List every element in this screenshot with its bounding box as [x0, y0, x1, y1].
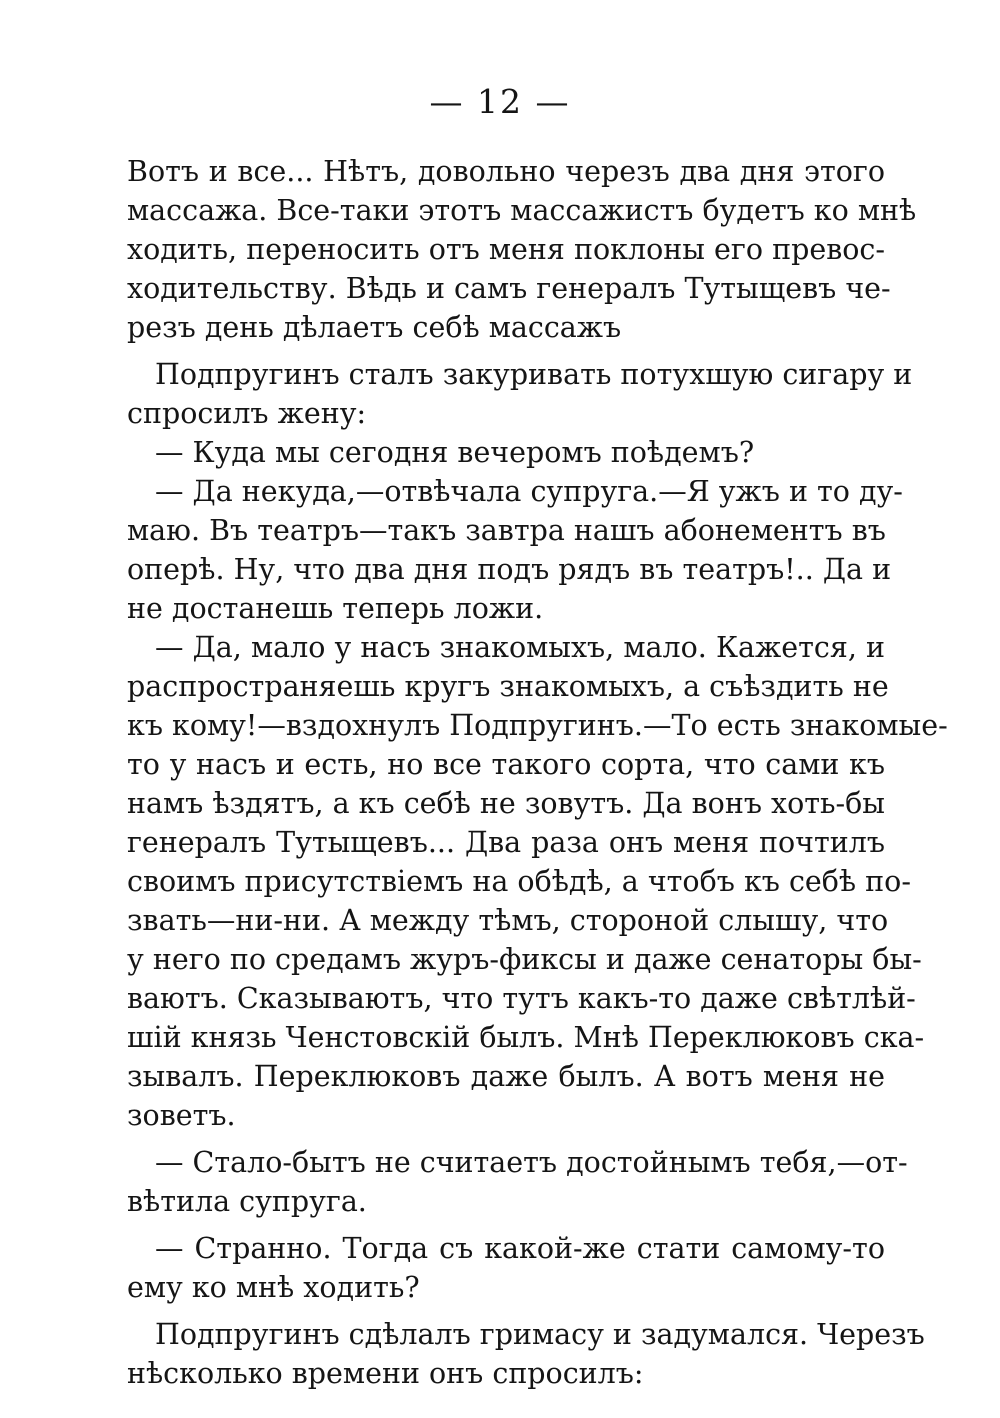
text-line: не достанешь теперь ложи. — [127, 592, 544, 625]
text-line: у него по средамъ журъ-фиксы и даже сенаторы бы- — [127, 943, 922, 976]
text-line: то у насъ и есть, но все такого сорта, что сами къ — [127, 748, 885, 781]
text-line: ваютъ. Сказываютъ, что тутъ какъ-то даже свѣтлѣй- — [127, 982, 916, 1015]
text-line: Подпругинъ сдѣлалъ гримасу и задумался. Черезъ — [155, 1318, 925, 1351]
text-line: спросилъ жену: — [127, 397, 367, 430]
text-line: къ кому!—вздохнулъ Подпругинъ.—То есть знакомые- — [127, 709, 948, 742]
text-line: оперѣ. Ну, что два дня подъ рядъ въ театръ!.. Да и — [127, 553, 892, 586]
text-line: нѣсколько времени онъ спросилъ: — [127, 1357, 644, 1390]
text-line: вѣтила супруга. — [127, 1185, 367, 1218]
text-line: — Да некуда,—отвѣчала супруга.—Я ужъ и то ду- — [155, 475, 903, 508]
text-line: — Куда мы сегодня вечеромъ поѣдемъ? — [155, 436, 755, 469]
paragraph — [127, 472, 903, 628]
text-line: намъ ѣздятъ, а къ себѣ не зовутъ. Да вонъ хоть-бы — [127, 787, 885, 820]
paragraph — [127, 355, 913, 433]
page-number: — 12 — — [429, 82, 571, 121]
text-line: — Странно. Тогда съ какой-же стати самому-то — [155, 1232, 885, 1265]
text-line: шій князь Ченстовскій былъ. Мнѣ Переклюковъ ска- — [127, 1021, 925, 1054]
text-line: своимъ присутствіемъ на обѣдѣ, а чтобъ къ себѣ по- — [127, 865, 911, 898]
text-line: массажа. Все-таки этотъ массажистъ будетъ ко мнѣ — [127, 194, 917, 227]
text-line: ходительству. Вѣдь и самъ генералъ Тутыщевъ че- — [127, 272, 891, 305]
paragraph — [127, 1229, 885, 1307]
paragraph — [127, 152, 917, 347]
text-line: зывалъ. Переклюковъ даже былъ. А вотъ меня не — [127, 1060, 885, 1093]
text-line: ему ко мнѣ ходить? — [127, 1271, 420, 1304]
text-line: зоветъ. — [127, 1099, 236, 1132]
paragraph — [127, 1315, 925, 1393]
text-line: Подпругинъ сталъ закуривать потухшую сигару и — [155, 358, 913, 391]
paragraph — [127, 628, 948, 1135]
text-line: распространяешь кругъ знакомыхъ, а съѣздить не — [127, 670, 889, 703]
body-text — [127, 152, 948, 1393]
text-line: звать—ни-ни. А между тѣмъ, стороной слышу, что — [127, 904, 889, 937]
text-line: — Да, мало у насъ знакомыхъ, мало. Кажется, и — [155, 631, 885, 664]
text-line: — Стало-бытъ не считаетъ достойнымъ тебя,—от- — [155, 1146, 908, 1179]
text-line: ходить, переносить отъ меня поклоны его превос- — [127, 233, 885, 266]
text-line: резъ день дѣлаетъ себѣ массажъ — [127, 311, 622, 344]
text-line: Вотъ и все... Нѣтъ, довольно черезъ два дня этого — [127, 155, 885, 188]
text-line: маю. Въ театръ—такъ завтра нашъ абонементъ въ — [127, 514, 886, 547]
text-line: генералъ Тутыщевъ... Два раза онъ меня почтилъ — [127, 826, 885, 859]
paragraph — [127, 433, 885, 472]
paragraph — [127, 1143, 908, 1221]
